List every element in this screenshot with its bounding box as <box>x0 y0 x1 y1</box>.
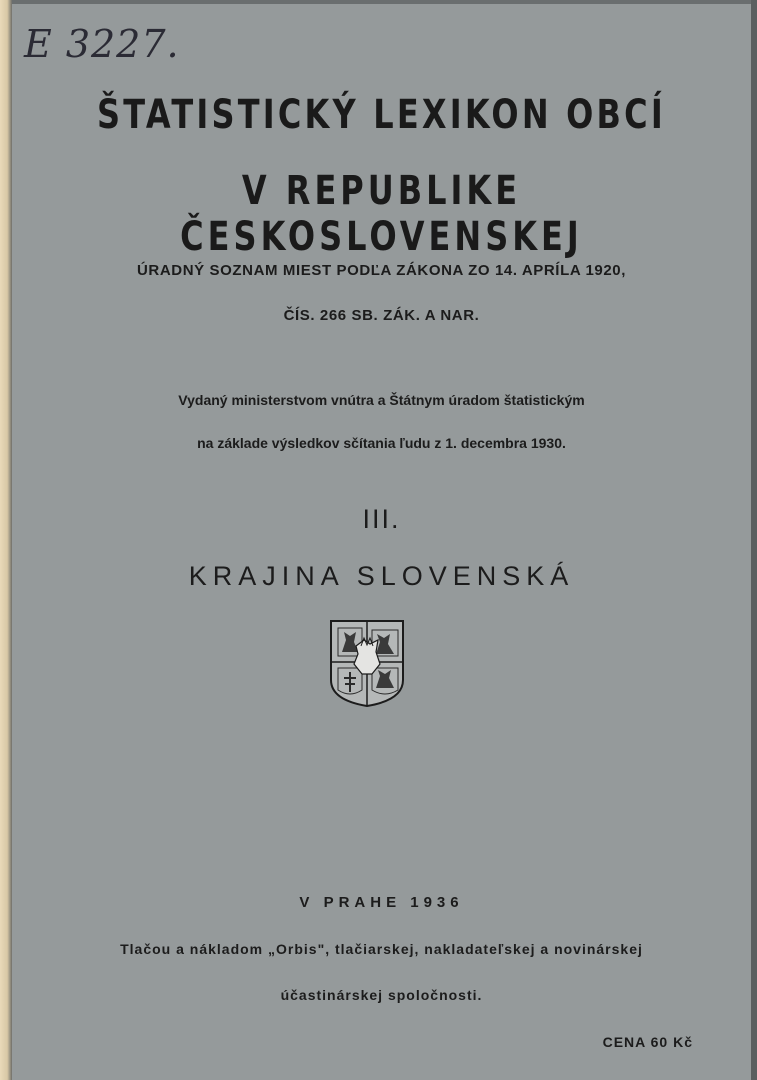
price-label: CENA 60 Kč <box>602 1034 693 1050</box>
book-cover <box>12 4 751 1080</box>
title-line-2: V REPUBLIKE ČESKOSLOVENSKEJ <box>180 168 583 260</box>
right-edge <box>751 0 757 1080</box>
handwritten-call-number: E 3227. <box>24 22 180 66</box>
edition-line-2: na základe výsledkov sčítania ľudu z 1. decembra 1930. <box>197 435 566 451</box>
region-title: KRAJINA SLOVENSKÁ <box>188 561 575 591</box>
title-line-1: ŠTATISTICKÝ LEXIKON OBCÍ <box>97 92 666 138</box>
publisher-line-2: účastinárskej spoločnosti. <box>280 987 483 1003</box>
edition-line-1: Vydaný ministerstvom vnútra a Štátnym úradom štatistickým <box>178 392 585 408</box>
subtitle-line-2: ČÍS. 266 SB. ZÁK. A NAR. <box>283 307 480 324</box>
volume-number: III. <box>362 504 401 534</box>
place-and-year: V PRAHE 1936 <box>299 894 464 911</box>
subtitle-line-1: ÚRADNÝ SOZNAM MIEST PODĽA ZÁKONA ZO 14. APRÍLA 1920, <box>136 262 627 279</box>
paper-edge <box>0 0 12 1080</box>
publisher-line-1: Tlačou a nákladom „Orbis", tlačiarskej, nakladateľskej a novinárskej <box>120 941 643 957</box>
coat-of-arms-icon <box>328 618 406 708</box>
